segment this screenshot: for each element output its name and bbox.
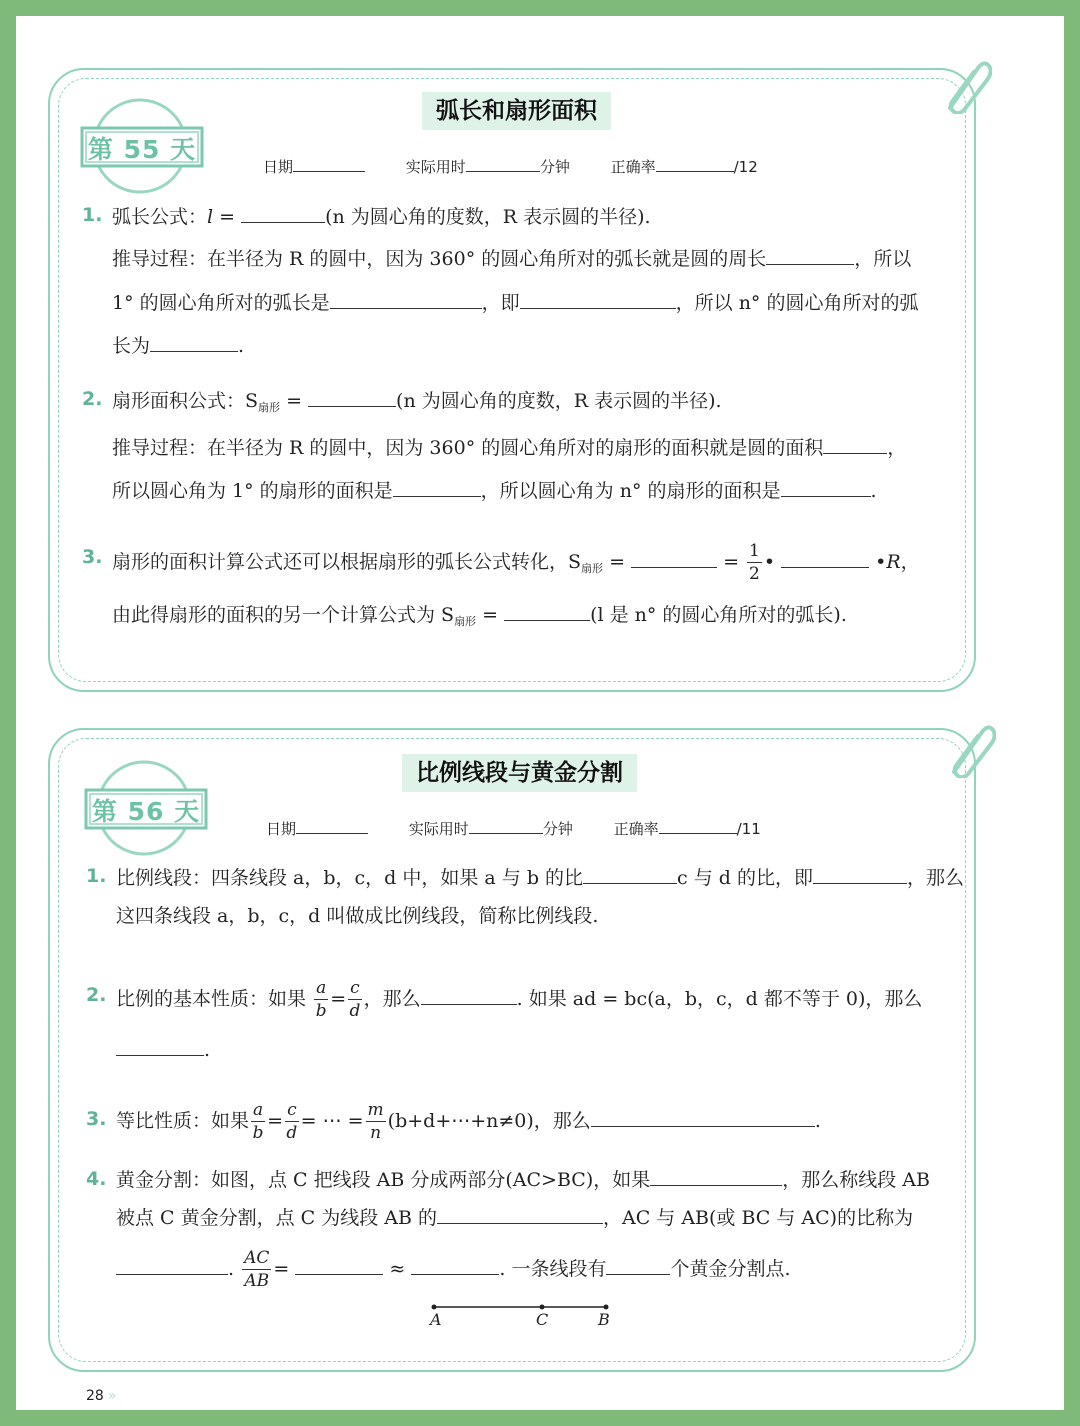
day55-q2-line3: 所以圆心角为 1° 的扇形的面积是 ，所以圆心角为 n° 的扇形的面积是 . — [112, 476, 877, 506]
answer-blank[interactable] — [330, 289, 482, 309]
question-number: 3. — [82, 546, 103, 568]
paperclip-icon — [940, 58, 992, 118]
answer-blank[interactable] — [308, 387, 396, 407]
point-c-label: C — [536, 1310, 549, 1329]
fraction-one-half: $\frac{1}{2}$ — [749, 541, 760, 584]
question-number: 4. — [86, 1168, 107, 1190]
minute-label: 分钟 — [542, 820, 573, 838]
day56-q2-line2: . — [116, 1035, 210, 1065]
point-b-label: B — [598, 1310, 610, 1329]
day55-badge-text: 第 55 天 — [87, 135, 197, 164]
time-field[interactable] — [469, 818, 543, 834]
time-label: 实际用时 — [408, 820, 469, 838]
day56-badge — [82, 760, 210, 852]
date-field[interactable] — [293, 156, 365, 172]
answer-blank[interactable] — [421, 985, 517, 1005]
day55-q2-line2: 推导过程：在半径为 R 的圆中，因为 360° 的圆心角所对的扇形的面积就是圆的面积 ， — [112, 433, 906, 463]
date-label: 日期 — [263, 158, 294, 176]
day55-q3-line2: 由此得扇形的面积的另一个计算公式为 $S_{扇形} = (l$ 是 n° 的圆心角所对的弧长). — [112, 600, 847, 637]
accuracy-total: /11 — [736, 820, 761, 838]
day56-q4-line2: 被点 C 黄金分割，点 C 为线段 AB 的 ，AC 与 AB(或 BC 与 AC)的比称为 — [116, 1203, 913, 1233]
answer-blank[interactable] — [116, 1036, 204, 1056]
date-field[interactable] — [296, 818, 368, 834]
day56-q4-line1: 黄金分割：如图，点 C 把线段 AB 分成两部分(AC>BC)，如果 ，那么称线段 AB — [116, 1165, 930, 1195]
accuracy-total: /12 — [733, 158, 758, 176]
page-number: 28 » — [86, 1388, 117, 1404]
line-segment-diagram — [426, 1300, 616, 1334]
question-number: 1. — [82, 204, 103, 226]
answer-blank[interactable] — [606, 1255, 670, 1275]
answer-blank[interactable] — [411, 1255, 499, 1275]
day55-q3-line1: 扇形的面积计算公式还可以根据扇形的弧长公式转化，$S_{扇形}$ = = $\frac{1}{2}$ • •R， — [112, 541, 920, 584]
day56-title: 比例线段与黄金分割 — [402, 754, 637, 792]
day56-q2-line1: 比例的基本性质：如果 $\frac{a}{b}$ = $\frac{c}{d}$ ，那么 . 如果 ad = bc(a，b，c，d 都不等于 0)，那么 — [116, 978, 923, 1021]
day56-q3-line1: 等比性质：如果 $\frac{a}{b}$ = $\frac{c}{d}$ = ⋯ = $\frac{m}{n}$ (b+d+⋯+n≠0)，那么 . — [116, 1100, 821, 1143]
answer-blank[interactable] — [650, 1166, 782, 1186]
answer-blank[interactable] — [823, 434, 887, 454]
point-a-label: A — [430, 1310, 442, 1329]
day56-q1-line2: 这四条线段 a，b，c，d 叫做成比例线段，简称比例线段. — [116, 905, 599, 927]
answer-blank[interactable] — [520, 289, 676, 309]
day56-q4-line3: . $\frac{AC}{AB}$ = ≈ . 一条线段有 个黄金分割点. — [116, 1250, 791, 1290]
answer-blank[interactable] — [393, 477, 481, 497]
day55-title: 弧长和扇形面积 — [422, 92, 611, 130]
chevron-right-icon: » — [107, 1388, 117, 1404]
day55-badge — [78, 98, 206, 190]
answer-blank[interactable] — [591, 1107, 815, 1127]
answer-blank[interactable] — [583, 864, 677, 884]
answer-blank[interactable] — [437, 1204, 603, 1224]
time-label: 实际用时 — [405, 158, 466, 176]
day55-meta — [263, 156, 758, 177]
question-number: 3. — [86, 1108, 107, 1130]
minute-label: 分钟 — [539, 158, 570, 176]
answer-blank[interactable] — [504, 601, 590, 621]
accuracy-label: 正确率 — [610, 158, 656, 176]
answer-blank[interactable] — [781, 477, 871, 497]
answer-blank[interactable] — [766, 245, 854, 265]
day56-q1-line1: 比例线段：四条线段 a，b，c，d 中，如果 a 与 b 的比 c 与 d 的比，即 ，那么 — [116, 863, 964, 893]
day56-badge-text: 第 56 天 — [91, 797, 201, 826]
question-number: 1. — [86, 865, 107, 887]
question-number: 2. — [86, 984, 107, 1006]
accuracy-label: 正确率 — [613, 820, 659, 838]
paperclip-icon — [944, 722, 996, 782]
question-number: 2. — [82, 388, 103, 410]
day55-q1-line2: 推导过程：在半径为 R 的圆中，因为 360° 的圆心角所对的弧长就是圆的周长 ，所以 — [112, 244, 911, 274]
time-field[interactable] — [466, 156, 540, 172]
answer-blank[interactable] — [813, 864, 907, 884]
day55-q1-line4: 长为 . — [112, 331, 244, 361]
date-label: 日期 — [266, 820, 297, 838]
answer-blank[interactable] — [781, 548, 869, 568]
answer-blank[interactable] — [631, 548, 717, 568]
accuracy-field[interactable] — [656, 156, 734, 172]
day55-q1-line3: 1° 的圆心角所对的弧长是 ，即 ，所以 n° 的圆心角所对的弧 — [112, 288, 918, 318]
answer-blank[interactable] — [295, 1255, 383, 1275]
answer-blank[interactable] — [116, 1255, 228, 1275]
answer-blank[interactable] — [150, 332, 238, 352]
accuracy-field[interactable] — [659, 818, 737, 834]
answer-blank[interactable] — [241, 203, 325, 223]
day56-meta — [266, 818, 761, 839]
day55-q1-line1: 弧长公式：l = (n 为圆心角的度数，R 表示圆的半径). — [112, 202, 651, 232]
day55-q2-line1: 扇形面积公式：$S_{扇形} = (n$ 为圆心角的度数，R 表示圆的半径). — [112, 386, 722, 423]
